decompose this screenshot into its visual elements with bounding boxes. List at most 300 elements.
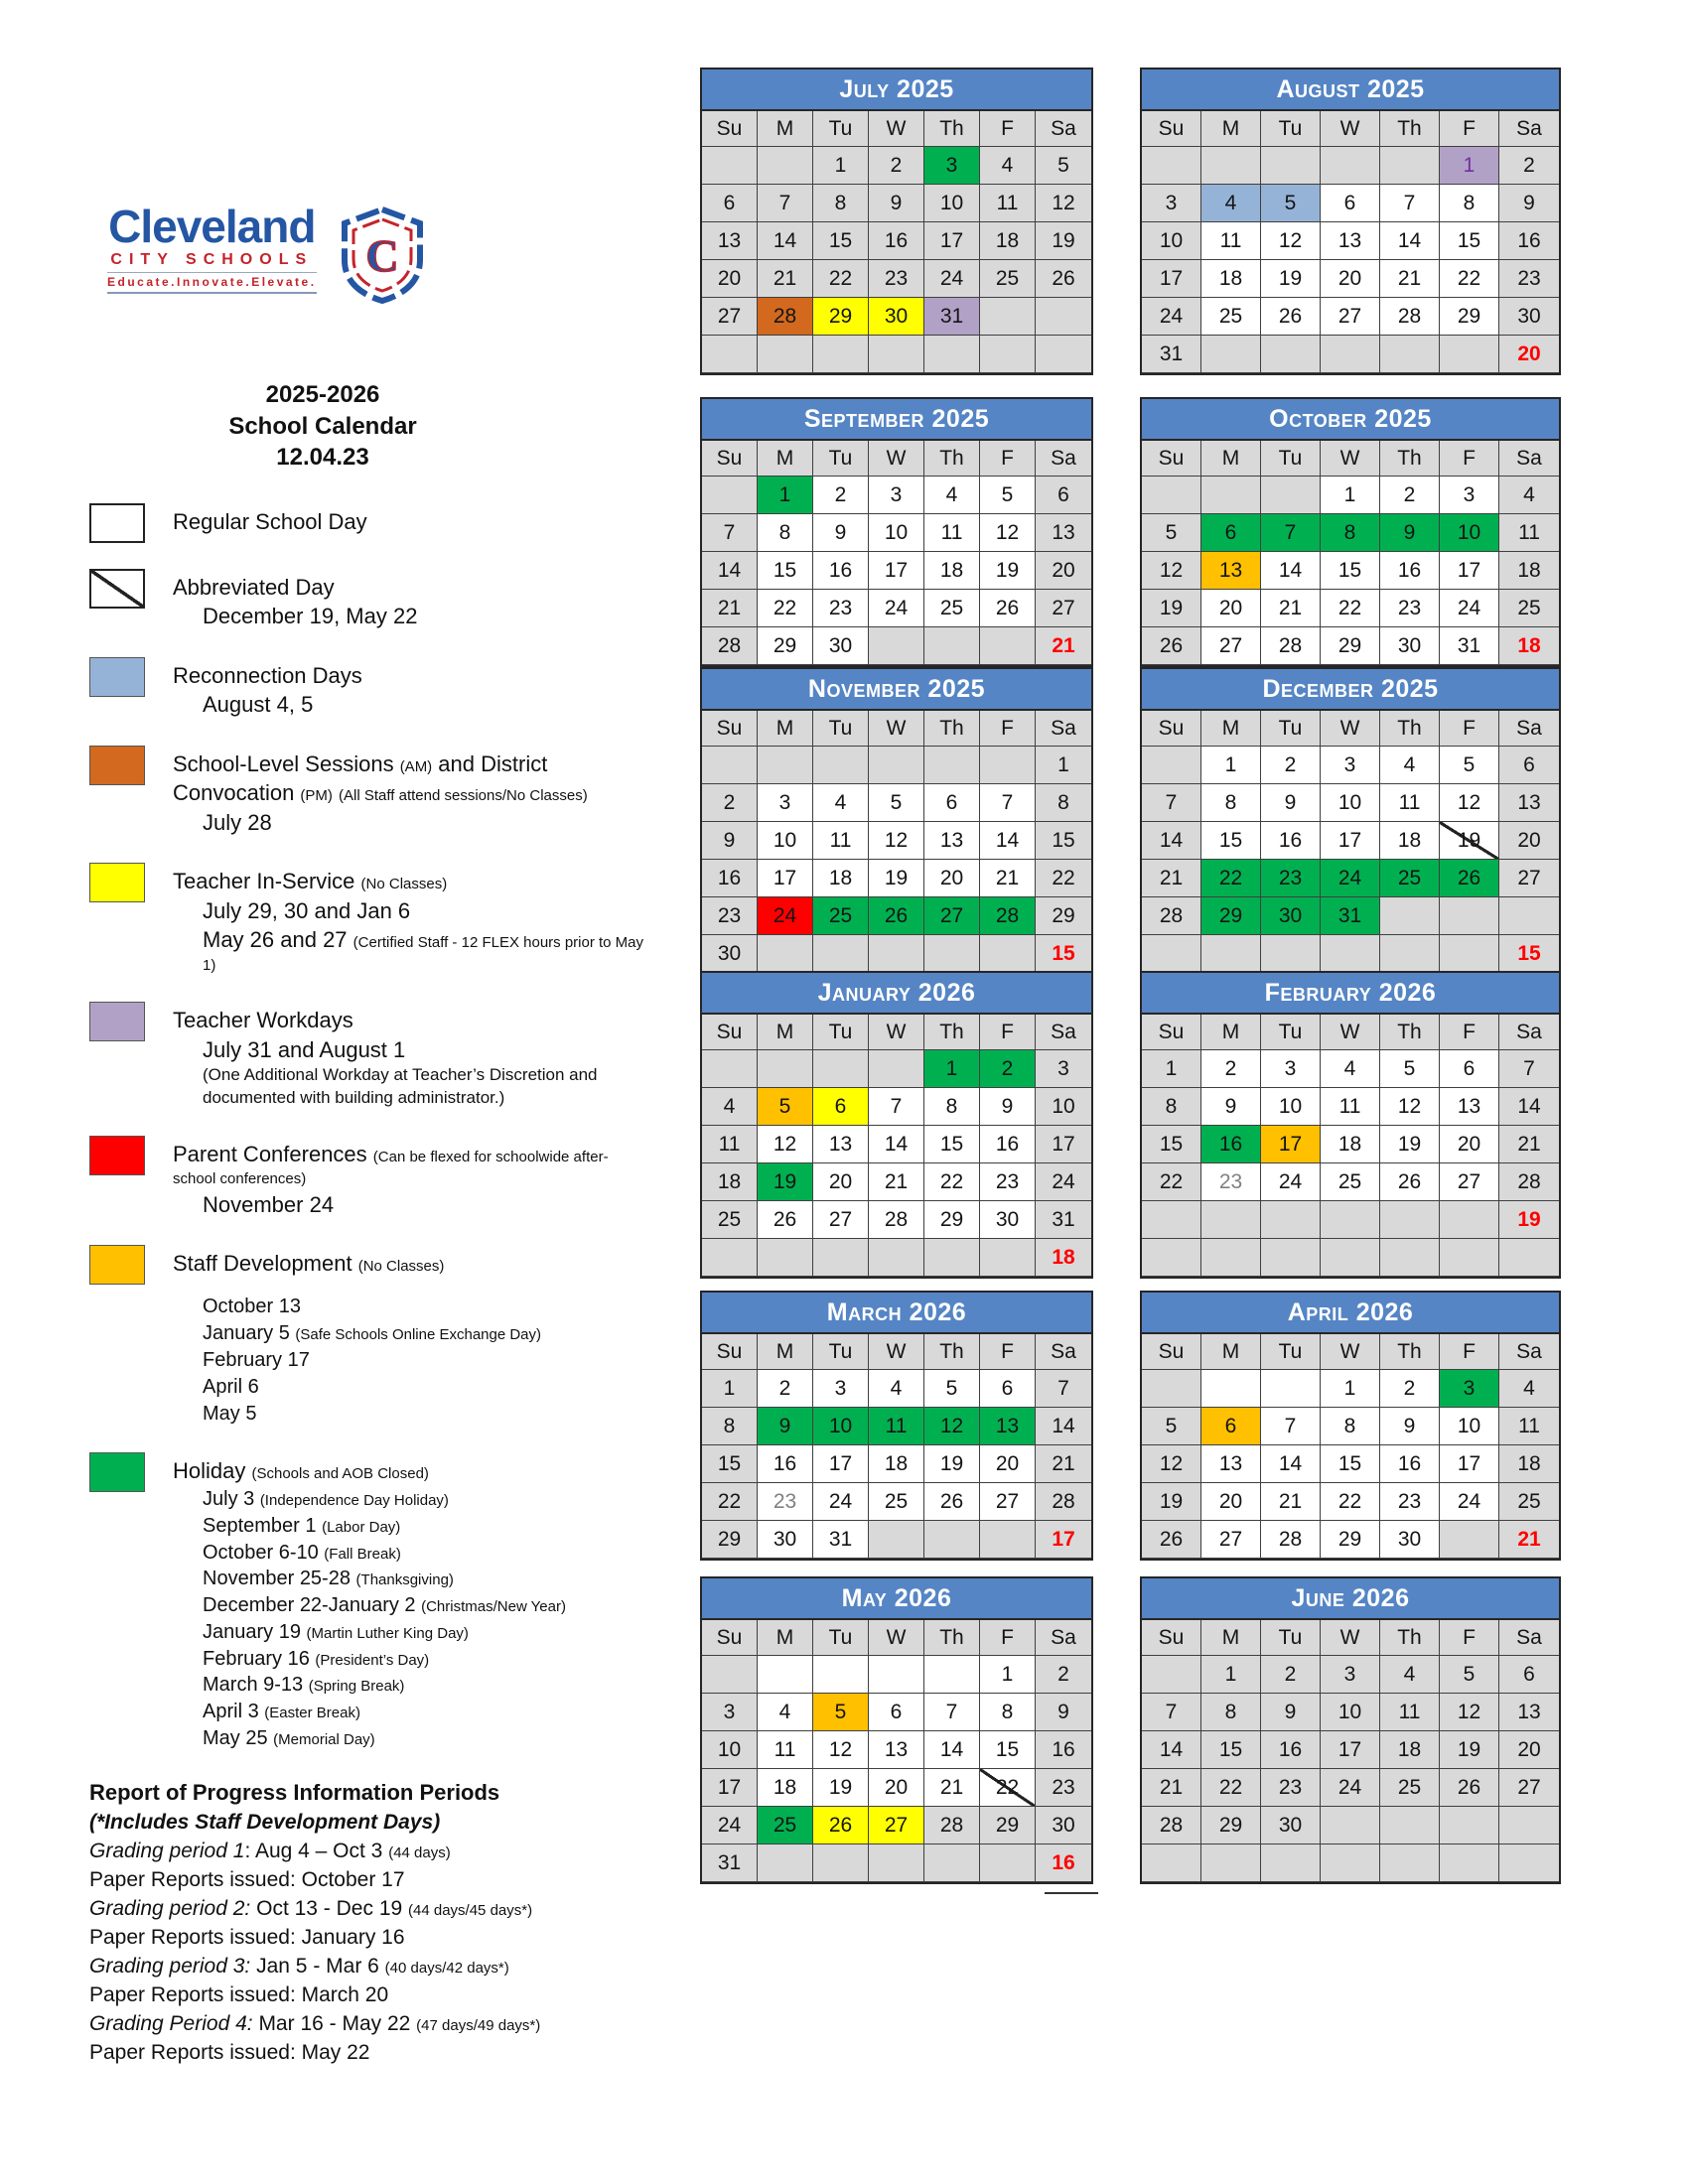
month-title: January 2026 [702,973,1091,1015]
date-cell: 10 [813,1408,869,1445]
date-cell: 4 [702,1088,758,1126]
date-cell: 6 [813,1088,869,1126]
date-cell: 1 [1321,477,1380,514]
date-cell [1499,1844,1559,1882]
day-header: Sa [1499,1620,1559,1656]
date-cell: 4 [1499,1370,1559,1408]
legend-text-segment: Parent Conferences [173,1141,373,1166]
date-cell: 13 [980,1408,1036,1445]
date-cell: 22 [980,1769,1036,1807]
month-title: September 2025 [702,399,1091,441]
legend-text-segment: September 1 [203,1514,323,1537]
date-cell: 9 [758,1408,813,1445]
date-cell: 20 [813,1163,869,1201]
date-cell: 14 [1036,1408,1091,1445]
date-cell: 16 [1261,822,1321,860]
date-cell: 8 [1440,185,1499,222]
date-cell [1142,1201,1201,1239]
legend-item [89,1136,645,1219]
date-cell: 15 [1036,822,1091,860]
date-cell: 12 [1440,1694,1499,1731]
date-cell: 2 [702,784,758,822]
month-title: December 2025 [1142,669,1559,711]
day-header: Th [924,1015,980,1050]
date-cell: 22 [1440,260,1499,298]
date-cell: 10 [758,822,813,860]
day-header: Tu [1261,111,1321,147]
day-header: W [1321,441,1380,477]
date-cell: 7 [869,1088,924,1126]
date-cell: 2 [1380,1370,1440,1408]
date-cell: 31 [924,298,980,336]
date-cell: 9 [702,822,758,860]
day-header: Sa [1036,441,1091,477]
date-cell: 26 [980,590,1036,627]
date-cell: 28 [1499,1163,1559,1201]
date-cell: 9 [1380,514,1440,552]
date-cell: 9 [1261,1694,1321,1731]
day-header: Th [924,441,980,477]
date-cell: 19 [758,1163,813,1201]
date-cell: 12 [980,514,1036,552]
date-cell [924,336,980,373]
date-cell: 18 [1380,1731,1440,1769]
legend-swatch-ins [89,863,145,902]
day-header: W [1321,111,1380,147]
day-header: Su [702,1334,758,1370]
legend-item-text [173,1245,643,1427]
day-header: Sa [1036,1620,1091,1656]
date-cell: 28 [980,897,1036,935]
date-cell: 10 [1036,1088,1091,1126]
date-cell: 20 [702,260,758,298]
date-cell: 13 [1201,1445,1261,1483]
district-name: Cleveland [108,201,316,252]
date-cell: 8 [924,1088,980,1126]
date-cell [1321,336,1380,373]
date-cell: 12 [1380,1088,1440,1126]
date-cell: 23 [1201,1163,1261,1201]
day-header: Su [1142,1015,1201,1050]
date-cell: 13 [1440,1088,1499,1126]
calendar-title [89,379,556,474]
report-text-segment: (47 days/49 days*) [416,2016,541,2034]
report-line [89,1895,645,1924]
date-cell [869,1239,924,1277]
date-cell: 10 [1440,514,1499,552]
day-header: M [758,1620,813,1656]
legend-item-text [173,657,643,720]
date-cell: 6 [1499,747,1559,784]
date-cell [1201,147,1261,185]
date-cell: 20 [1499,822,1559,860]
date-cell: 30 [1036,1807,1091,1844]
date-cell: 4 [1321,1050,1380,1088]
date-cell: 9 [1261,784,1321,822]
date-cell: 4 [813,784,869,822]
day-header: F [1440,1334,1499,1370]
date-cell: 5 [1142,514,1201,552]
date-cell: 31 [1036,1201,1091,1239]
date-cell: 17 [1036,1126,1091,1163]
date-cell: 23 [980,1163,1036,1201]
date-cell: 21 [1261,590,1321,627]
date-cell [1499,1239,1559,1277]
report-text-segment: (40 days/42 days*) [384,1959,509,1977]
date-cell: 14 [980,822,1036,860]
date-cell [869,1656,924,1694]
legend-swatch-plain [89,503,145,543]
day-header: Th [924,1620,980,1656]
date-cell: 24 [1142,298,1201,336]
date-cell: 13 [1499,784,1559,822]
date-cell: 15 [758,552,813,590]
date-cell [1261,935,1321,973]
date-cell [924,1239,980,1277]
month-december-2025 [1140,667,1561,975]
date-cell: 28 [1261,1521,1321,1559]
date-cell: 9 [1036,1694,1091,1731]
date-cell: 15 [1201,822,1261,860]
report-text-segment: Paper Reports issued: January 16 [89,1925,405,1949]
date-cell: 5 [980,477,1036,514]
legend-text-segment: (President’s Day) [315,1651,430,1669]
date-cell [702,477,758,514]
report-line [89,1924,645,1953]
day-header: Sa [1036,711,1091,747]
date-cell [813,747,869,784]
date-cell [813,1656,869,1694]
day-header: Su [1142,441,1201,477]
date-cell: 7 [1499,1050,1559,1088]
date-cell: 4 [980,147,1036,185]
month-title: May 2026 [702,1578,1091,1620]
date-cell: 1 [1201,1656,1261,1694]
report-text-segment: Paper Reports issued: October 17 [89,1867,405,1891]
date-cell: 13 [869,1731,924,1769]
date-cell: 18 [702,1163,758,1201]
report-text-segment: Mar 16 - May 22 [252,2011,417,2035]
date-cell: 7 [702,514,758,552]
day-header: Su [702,441,758,477]
legend-text-segment: (Fall Break) [324,1545,401,1563]
district-logo-text [107,201,317,294]
report-text-segment: (44 days/45 days*) [408,1901,533,1919]
date-cell: 20 [1321,260,1380,298]
legend-item-text [173,503,643,543]
date-cell [1440,935,1499,973]
date-cell: 24 [869,590,924,627]
date-cell: 26 [1261,298,1321,336]
date-cell: 11 [980,185,1036,222]
date-cell: 3 [702,1694,758,1731]
date-cell: 30 [702,935,758,973]
date-cell [1440,1521,1499,1559]
day-header: M [1201,711,1261,747]
date-cell: 24 [702,1807,758,1844]
day-header: Su [702,111,758,147]
date-cell: 23 [1499,260,1559,298]
date-cell: 14 [869,1126,924,1163]
day-header: Sa [1499,1334,1559,1370]
date-cell: 7 [1142,784,1201,822]
day-header: Su [702,1620,758,1656]
date-cell: 10 [924,185,980,222]
date-cell: 17 [924,222,980,260]
month-title: April 2026 [1142,1293,1559,1334]
legend-swatch-std [89,1245,145,1285]
date-cell: 23 [1036,1769,1091,1807]
date-cell: 1 [924,1050,980,1088]
date-cell: 20 [980,1445,1036,1483]
date-cell: 5 [869,784,924,822]
date-cell: 8 [1142,1088,1201,1126]
school-day-count: 21 [1499,1521,1559,1559]
date-cell: 14 [1380,222,1440,260]
school-day-count: 16 [1036,1844,1091,1882]
date-cell: 5 [1036,147,1091,185]
day-header: Th [924,1334,980,1370]
legend-text-segment: January 19 [203,1620,307,1643]
date-cell: 23 [1380,1483,1440,1521]
month-june-2026 [1140,1576,1561,1884]
date-cell: 24 [1321,860,1380,897]
legend-text-segment: July 31 and August 1 [203,1036,406,1062]
date-cell: 25 [869,1483,924,1521]
date-cell: 22 [1201,1769,1261,1807]
date-cell: 2 [1201,1050,1261,1088]
date-cell: 19 [1261,260,1321,298]
date-cell: 21 [702,590,758,627]
date-cell: 30 [758,1521,813,1559]
date-cell [1380,897,1440,935]
date-cell: 21 [758,260,813,298]
day-header: Tu [813,441,869,477]
day-header: Sa [1036,1015,1091,1050]
date-cell: 27 [813,1201,869,1239]
date-cell: 29 [980,1807,1036,1844]
date-cell: 29 [1201,1807,1261,1844]
date-cell: 17 [1142,260,1201,298]
district-subtitle: CITY SCHOOLS [110,251,314,268]
legend-item-text [173,569,643,631]
day-header: W [869,441,924,477]
day-header: Tu [813,1015,869,1050]
legend-item [89,1452,645,1751]
date-cell: 19 [980,552,1036,590]
date-cell: 26 [1036,260,1091,298]
date-cell: 14 [1499,1088,1559,1126]
date-cell: 17 [869,552,924,590]
date-cell: 2 [1036,1656,1091,1694]
day-header: Su [1142,111,1201,147]
legend-swatch-hol [89,1452,145,1492]
date-cell: 30 [813,627,869,665]
date-cell: 21 [980,860,1036,897]
legend-item-text [173,746,643,837]
report-line [89,1778,645,1809]
date-cell: 8 [758,514,813,552]
date-cell: 19 [813,1769,869,1807]
legend-text-segment: (Independence Day Holiday) [259,1491,449,1509]
date-cell: 25 [1499,590,1559,627]
date-cell: 29 [1440,298,1499,336]
date-cell [702,147,758,185]
date-cell: 15 [1321,1445,1380,1483]
date-cell: 29 [1321,1521,1380,1559]
day-header: F [1440,111,1499,147]
day-header: F [980,1015,1036,1050]
date-cell [758,935,813,973]
date-cell: 10 [869,514,924,552]
date-cell: 18 [1499,1445,1559,1483]
date-cell: 15 [980,1731,1036,1769]
date-cell: 16 [1201,1126,1261,1163]
date-cell: 11 [1201,222,1261,260]
report-text-segment: Grading Period 4: [89,2011,253,2035]
date-cell: 17 [1321,1731,1380,1769]
date-cell: 18 [813,860,869,897]
legend-text-segment: (One Additional Workday at Teacher’s Discretion and documented with building administrator.) [203,1065,598,1107]
date-cell: 18 [1321,1126,1380,1163]
day-header: F [980,111,1036,147]
date-cell: 11 [1380,1694,1440,1731]
date-cell: 6 [869,1694,924,1731]
day-header: Su [702,1015,758,1050]
day-header: W [869,111,924,147]
date-cell: 21 [924,1769,980,1807]
day-header: Sa [1036,111,1091,147]
date-cell [1440,1201,1499,1239]
date-cell [980,336,1036,373]
date-cell: 16 [1261,1731,1321,1769]
date-cell: 2 [758,1370,813,1408]
date-cell: 23 [702,897,758,935]
date-cell: 19 [1036,222,1091,260]
legend-text-segment: May 5 [203,1402,257,1425]
day-header: Tu [1261,1620,1321,1656]
date-cell: 3 [1142,185,1201,222]
date-cell: 4 [758,1694,813,1731]
report-line [89,1866,645,1895]
date-cell: 29 [1201,897,1261,935]
date-cell [869,1521,924,1559]
date-cell: 17 [813,1445,869,1483]
day-header: Sa [1499,441,1559,477]
date-cell [758,1050,813,1088]
legend-text-segment: (Easter Break) [264,1705,360,1722]
date-cell: 8 [702,1408,758,1445]
legend-text-segment: (Memorial Day) [273,1731,375,1749]
date-cell: 10 [1321,1694,1380,1731]
day-header: M [1201,111,1261,147]
date-cell: 3 [758,784,813,822]
day-header: Tu [1261,441,1321,477]
date-cell: 3 [813,1370,869,1408]
date-cell: 25 [924,590,980,627]
date-cell: 11 [1499,1408,1559,1445]
legend-text-segment: November 25-28 [203,1568,356,1590]
date-cell: 25 [1499,1483,1559,1521]
date-cell [813,1050,869,1088]
date-cell [980,1521,1036,1559]
date-cell: 23 [1261,860,1321,897]
date-cell: 22 [1201,860,1261,897]
date-cell: 14 [1261,1445,1321,1483]
date-cell: 19 [1440,822,1499,860]
date-cell: 9 [1201,1088,1261,1126]
date-cell: 12 [1142,1445,1201,1483]
school-day-count: 17 [1036,1521,1091,1559]
date-cell: 24 [1261,1163,1321,1201]
date-cell: 20 [1499,1731,1559,1769]
date-cell [813,1239,869,1277]
date-cell [1499,897,1559,935]
legend-item-text [173,1452,643,1751]
date-cell: 8 [1036,784,1091,822]
legend-text-segment: March 9-13 [203,1674,309,1697]
report-text-segment: Grading period 3: [89,1954,251,1978]
day-header: Tu [813,1620,869,1656]
date-cell [924,747,980,784]
date-cell: 11 [924,514,980,552]
date-cell: 1 [1321,1370,1380,1408]
legend-text-segment: Teacher Workdays [173,1008,353,1033]
date-cell: 11 [702,1126,758,1163]
date-cell [702,1656,758,1694]
date-cell: 28 [702,627,758,665]
date-cell: 20 [924,860,980,897]
date-cell [1440,897,1499,935]
date-cell: 27 [1201,1521,1261,1559]
date-cell: 22 [758,590,813,627]
date-cell: 30 [1261,897,1321,935]
legend-item [89,657,645,720]
date-cell: 23 [1380,590,1440,627]
date-cell: 22 [924,1163,980,1201]
date-cell: 24 [1440,1483,1499,1521]
date-cell: 25 [758,1807,813,1844]
date-cell: 2 [869,147,924,185]
date-cell [813,935,869,973]
date-cell: 24 [813,1483,869,1521]
school-day-count: 15 [1036,935,1091,973]
day-header: Tu [1261,711,1321,747]
month-august-2025 [1140,68,1561,375]
date-cell [1201,477,1261,514]
calendar-title-years: 2025-2026 [265,381,380,408]
day-header: Tu [813,711,869,747]
date-cell: 17 [1321,822,1380,860]
date-cell: 6 [980,1370,1036,1408]
date-cell [1380,336,1440,373]
date-cell: 7 [924,1694,980,1731]
date-cell: 17 [702,1769,758,1807]
date-cell [924,1521,980,1559]
date-cell: 13 [813,1126,869,1163]
date-cell: 21 [1142,1769,1201,1807]
day-header: Su [1142,711,1201,747]
legend-swatch-wkd [89,1002,145,1041]
date-cell [1321,1201,1380,1239]
report-text-segment: Jan 5 - Mar 6 [250,1954,385,1978]
legend-item-text [173,1002,643,1109]
date-cell: 13 [1321,222,1380,260]
date-cell [1201,1844,1261,1882]
date-cell [1201,1201,1261,1239]
date-cell [980,935,1036,973]
date-cell: 28 [1380,298,1440,336]
